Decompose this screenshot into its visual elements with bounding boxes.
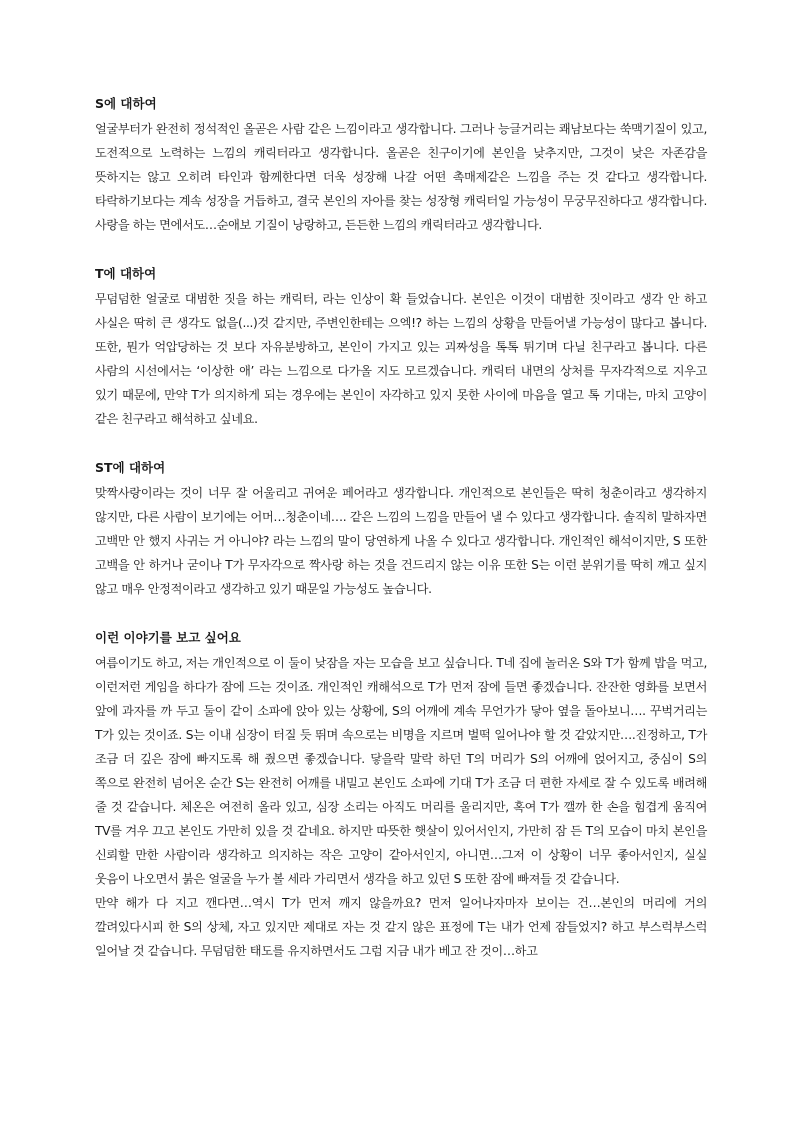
section-story — [95, 628, 707, 963]
section-heading: S에 대하여 — [95, 96, 157, 111]
section-heading: T에 대하여 — [95, 266, 157, 281]
section-heading: ST에 대하여 — [95, 460, 166, 475]
paragraph: 만약 해가 다 지고 깬다면…역시 T가 먼저 깨지 않을까요? 먼저 일어나자마자 보이는 건…본인의 머리에 거의 깔려있다시피 한 S의 상체, 자고 있지만 제대로 자는 것 같지 않은 표정에 T는 내가 언제 잠들었지? 하고 부스럭부스럭 일어날 것 같습니다. 무덤덤한 태도를 유지하면서도 그럼 지금 내가 베고 잔 것이…하고 — [95, 896, 707, 958]
paragraph: 얼굴부터가 완전히 정석적인 올곧은 사람 같은 느낌이라고 생각합니다. 그러나 능글거리는 쾌남보다는 쑥맥기질이 있고, 도전적으로 노력하는 느낌의 캐릭터라고 생각합니다. 올곧은 친구이기에 본인을 낮추지만, 그것이 낮은 자존감을 뜻하지는 않고 오히려 타인과 함께한다면 더욱 성장해 나갈 어떤 촉매제같은 느낌을 주는 것 같다고 생각합니다.타락하기보다는 계속 성장을 거듭하고, 결국 본인의 자아를 찾는 성장형 캐릭터일 가능성이 무궁무진하다고 생각합니다. 사랑을 하는 면에서도…순애보 기질이 낭랑하고, 든든한 느낌의 캐릭터라고 생각합니다. — [95, 122, 707, 232]
section-heading: 이런 이야기를 보고 싶어요 — [95, 630, 241, 645]
paragraph: 무덤덤한 얼굴로 대범한 짓을 하는 캐릭터, 라는 인상이 확 들었습니다. 본인은 이것이 대범한 짓이라고 생각 안 하고 사실은 딱히 큰 생각도 없을(...)것 같지만, 주변인한테는 으엑!? 하는 느낌의 상황을 만들어낼 가능성이 많다고 봅니다. 또한, 뭔가 억압당하는 것 보다 자유분방하고, 본인이 가지고 있는 괴짜성을 톡톡 튀기며 다닐 친구라고 봅니다. 다른 사람의 시선에서는 ‘이상한 애’ 라는 느낌으로 다가올 지도 모르겠습니다. 캐릭터 내면의 상처를 무자각적으로 지우고 있기 때문에, 만약 T가 의지하게 되는 경우에는 본인이 자각하고 있지 못한 사이에 마음을 열고 톡 기대는, 마치 고양이 같은 친구라고 해석하고 싶네요. — [95, 292, 707, 426]
section-st — [95, 458, 707, 601]
section-s — [95, 94, 707, 237]
paragraph: 여름이기도 하고, 저는 개인적으로 이 둘이 낮잠을 자는 모습을 보고 싶습니다. T네 집에 놀러온 S와 T가 함께 밥을 먹고, 이런저런 게임을 하다가 잠에 드는 것이죠. 개인적인 캐해석으로 T가 먼저 잠에 들면 좋겠습니다. 잔잔한 영화를 보면서 앞에 과자를 까 두고 둘이 같이 소파에 앉아 있는 상황에, S의 어깨에 계속 무언가가 닿아 옆을 돌아보니…. 꾸벅거리는 T가 있는 것이죠. S는 이내 심장이 터질 듯 뛰며 속으로는 비명을 지르며 벌떡 일어나야 할 것 같았지만….진정하고, T가 조금 더 깊은 잠에 빠지도록 해 줬으면 좋겠습니다. 닿을락 말락 하던 T의 머리가 S의 어깨에 얹어지고, 중심이 S의 쪽으로 완전히 넘어온 순간 S는 완전히 어깨를 내밀고 본인도 소파에 기대 T가 조금 더 편한 자세로 잘 수 있도록 배려해 줄 것 같습니다. 체온은 여전히 올라 있고, 심장 소리는 아직도 머리를 울리지만, 혹여 T가 깰까 한 손을 힘겹게 움직여 TV를 겨우 끄고 본인도 가만히 있을 것 같네요. 하지만 따뜻한 햇살이 있어서인지, 가만히 잠 든 T의 모습이 마치 본인을 신뢰할 만한 사람이라 생각하고 의지하는 작은 고양이 같아서인지, 아니면…그저 이 상황이 너무 좋아서인지, 실실 웃음이 나오면서 붉은 얼굴을 누가 볼 세라 가리면서 생각을 하고 있던 S 또한 잠에 빠져들 것 같습니다. — [95, 656, 707, 886]
document-page — [95, 94, 707, 990]
section-t — [95, 264, 707, 431]
paragraph: 맞짝사랑이라는 것이 너무 잘 어울리고 귀여운 페어라고 생각합니다. 개인적으로 본인들은 딱히 청춘이라고 생각하지 않지만, 다른 사람이 보기에는 어머…청춘이네…. 같은 느낌의 느낌을 만들어 낼 수 있다고 생각합니다. 솔직히 말하자면 고백만 안 했지 사귀는 거 아니야? 라는 느낌의 말이 당연하게 나올 수 있다고 생각합니다. 개인적인 해석이지만, S 또한 고백을 안 하거나 굳이나 T가 무자각으로 짝사랑 하는 것을 건드리지 않는 이유 또한 S는 이런 분위기를 딱히 깨고 싶지 않고 매우 안정적이라고 생각하고 있기 때문일 가능성도 높습니다. — [95, 486, 707, 596]
